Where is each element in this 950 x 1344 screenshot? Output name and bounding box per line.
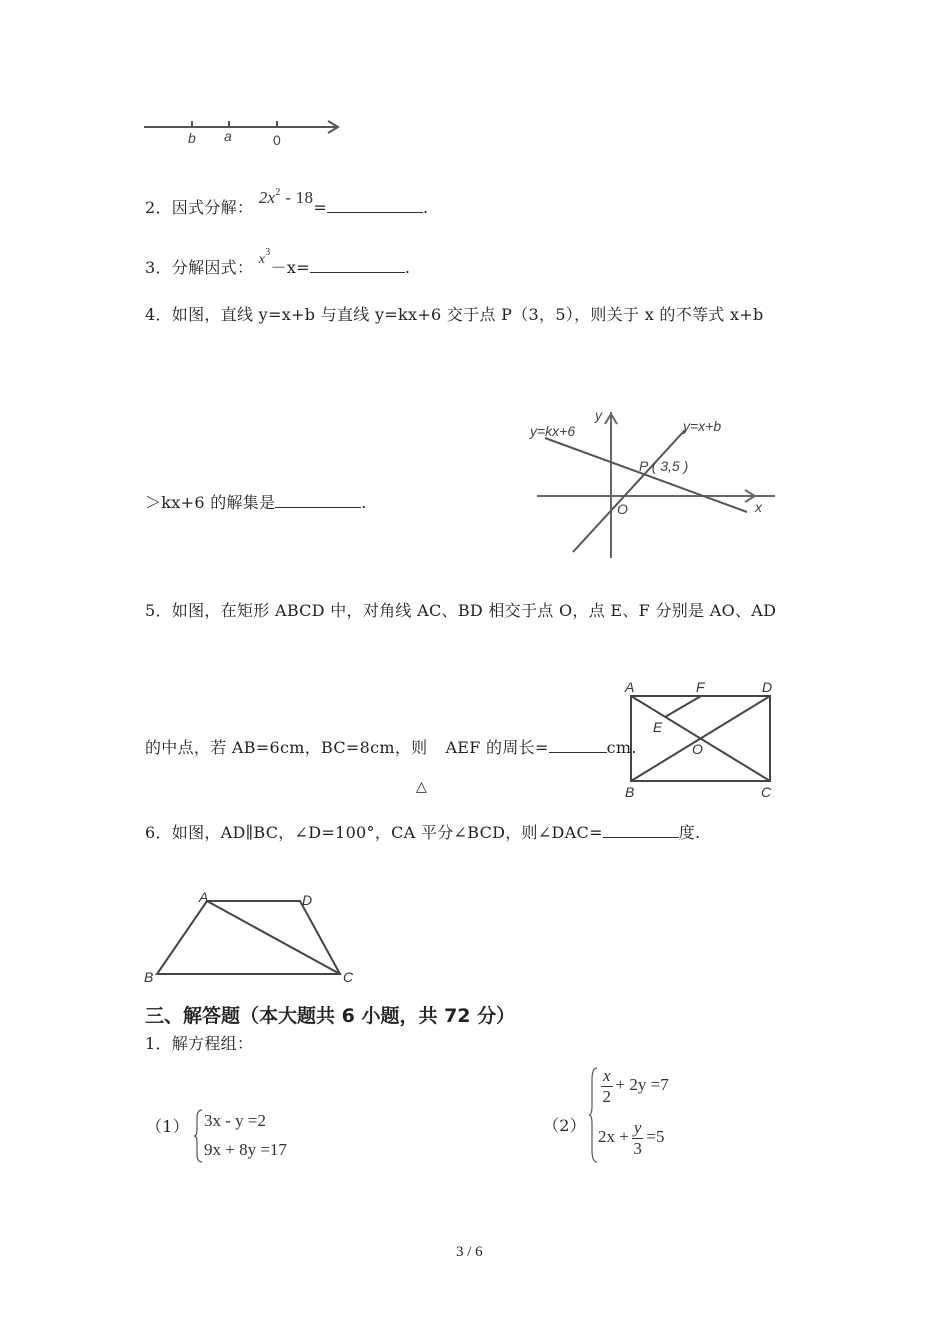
number-line-label-b: b — [188, 130, 196, 146]
svg-text:D: D — [762, 679, 773, 695]
question-4-line2: ＞kx+6 的解集是 . — [145, 493, 367, 512]
question-2-number: 2． — [145, 198, 172, 217]
page-number: 3 / 6 — [456, 1244, 483, 1260]
system-1-eq1: 3x - y =2 — [204, 1111, 266, 1130]
svg-text:A: A — [199, 889, 209, 905]
question-5-rectangle-figure — [620, 675, 785, 805]
question-4-line1: 4．如图，直线 y=x+b 与直线 y=kx+6 交于点 P（3，5），则关于 x 的不等式 x+b — [145, 305, 764, 324]
question-2-text: 因式分解： — [171, 198, 254, 217]
system-2-eq2: 2x + $\frac{y}{3}$ =5 — [598, 1118, 665, 1158]
svg-text:A: A — [625, 679, 635, 695]
system-2-eq1: $\frac{x}{2}$ + 2y =7 — [602, 1066, 669, 1106]
system-2-label: （2） — [543, 1116, 587, 1135]
question-6-answer-blank[interactable] — [603, 823, 679, 838]
question-2-equals: = — [313, 198, 328, 217]
svg-text:D: D — [302, 892, 313, 908]
svg-text:C: C — [343, 969, 354, 985]
number-line-label-0: 0 — [273, 132, 281, 148]
svg-text:E: E — [653, 719, 663, 735]
svg-text:B: B — [625, 784, 635, 800]
line-y-x-b — [573, 430, 685, 552]
number-line-label-a: a — [224, 128, 232, 144]
graph-label-origin: O — [617, 501, 628, 517]
question-4-graph — [525, 400, 775, 560]
question-3-answer-blank[interactable] — [310, 258, 405, 273]
question-3-rest: －x= — [270, 258, 310, 277]
question-3-text: 分解因式： — [171, 258, 254, 277]
svg-text:C: C — [761, 784, 772, 800]
system-1-eq2: 9x + 8y =17 — [204, 1140, 287, 1159]
system-1-label: （1） — [146, 1117, 190, 1136]
question-4-answer-blank[interactable] — [275, 493, 361, 508]
question-6: 6．如图，AD∥BC，∠D=100°，CA 平分∠BCD，则∠DAC= 度. — [145, 823, 701, 842]
graph-label-point-p: P ( 3,5 ) — [639, 458, 689, 474]
svg-text:F: F — [696, 679, 705, 695]
graph-label-x: x — [755, 499, 762, 515]
question-2: 2．因式分解： $2x^2 - 18=$ . — [145, 187, 429, 217]
system-1-brace — [194, 1108, 204, 1164]
graph-label-kx6: y=kx+6 — [530, 423, 576, 439]
number-line-figure — [140, 110, 350, 150]
question-2-answer-blank[interactable] — [327, 198, 423, 213]
line-y-kx-6 — [545, 438, 747, 512]
svg-text:O: O — [692, 741, 703, 757]
question-5-triangle-symbol: △ — [416, 779, 427, 795]
graph-label-y: y — [595, 407, 602, 423]
question-3-number: 3． — [145, 258, 172, 277]
graph-label-xb: y=x+b — [683, 418, 722, 434]
question-5-line1: 5．如图，在矩形 ABCD 中，对角线 AC、BD 相交于点 O，点 E、F 分别是 AO、AD — [145, 601, 777, 620]
svg-text:B: B — [144, 969, 154, 985]
question-3-var: $x^3$ — [258, 247, 271, 267]
section-3-question-1: 1．解方程组： — [145, 1034, 254, 1053]
question-6-trapezoid-figure — [140, 888, 370, 988]
question-5-answer-blank[interactable] — [549, 738, 607, 753]
question-5-line2: 的中点，若 AB=6cm，BC=8cm，则 AEF 的周长= cm. — [145, 738, 637, 757]
section-3-heading: 三、解答题（本大题共 6 小题，共 72 分） — [145, 1005, 516, 1027]
question-2-expression: $2x^2 - 18$ — [258, 187, 314, 207]
question-3: 3．分解因式： $x^3-x=$ . — [145, 247, 411, 277]
